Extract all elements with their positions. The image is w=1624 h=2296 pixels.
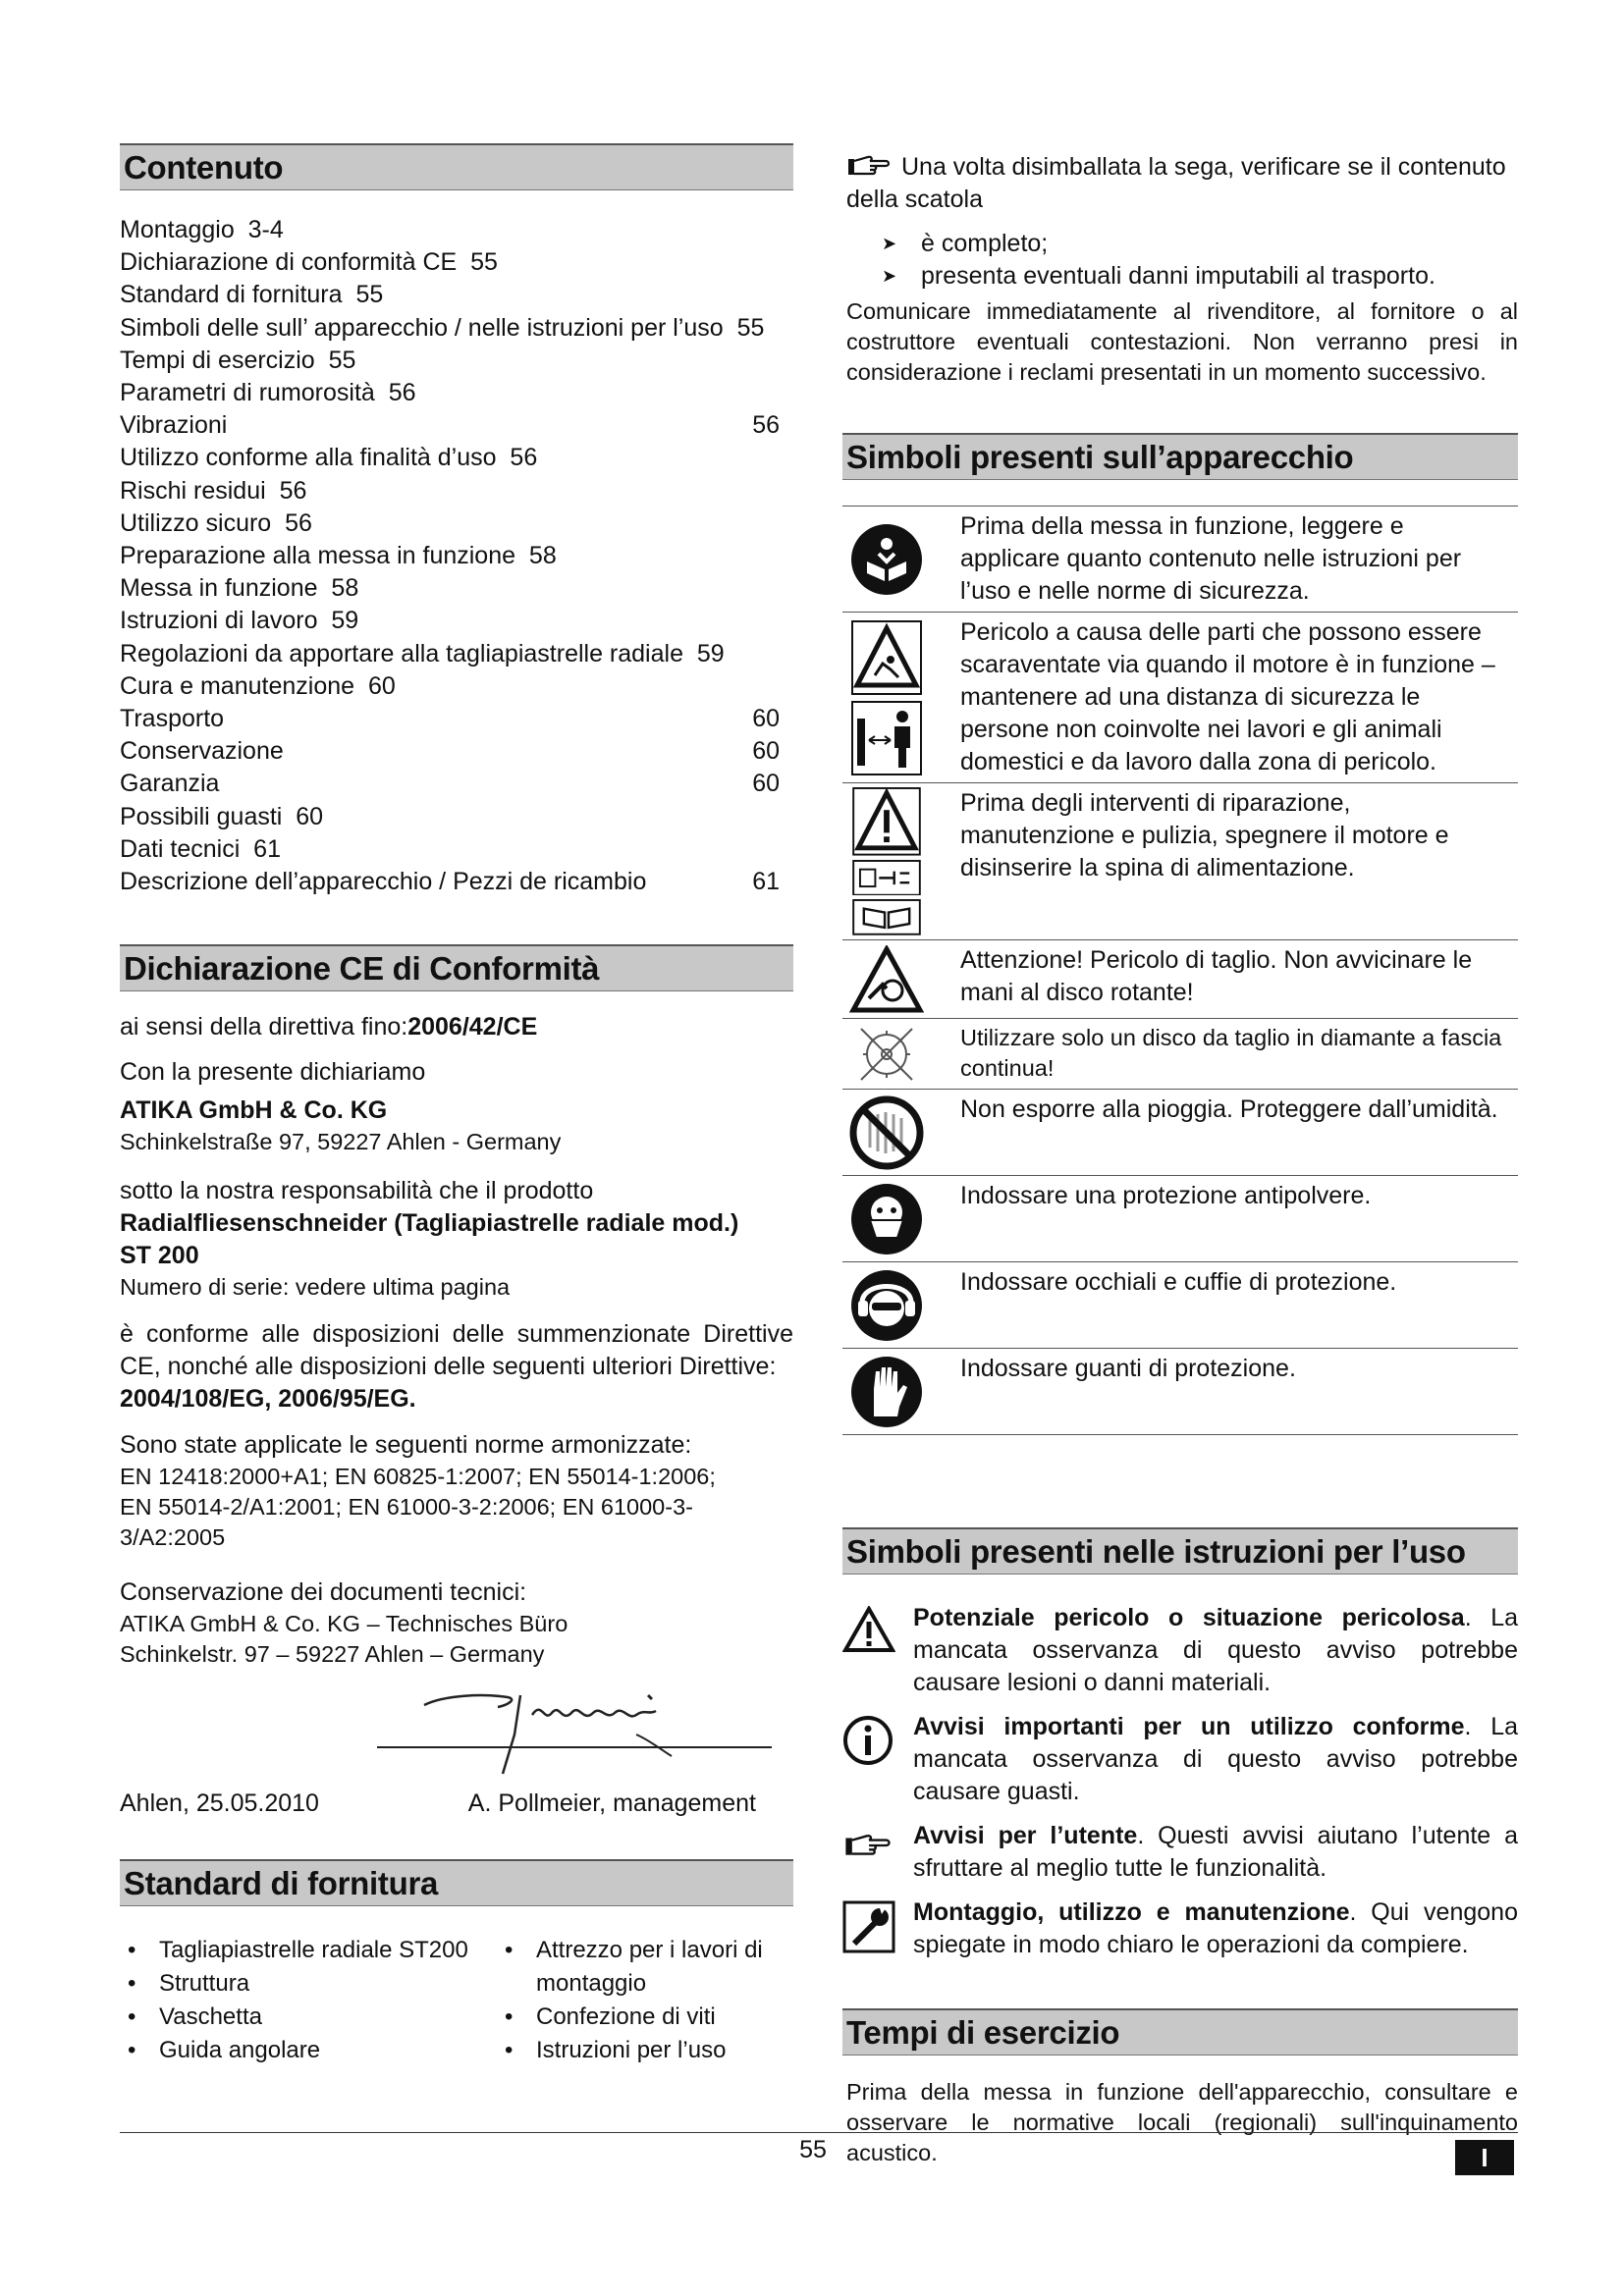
docs-line-1: ATIKA GmbH & Co. KG – Technisches Büro xyxy=(120,1611,568,1637)
toc-entry-page: 56 xyxy=(285,508,312,537)
norms-line-2: EN 55014-2/A1:2001; EN 61000-3-2:2006; EN 61000-3-3/A2:2005 xyxy=(120,1494,693,1551)
danger-warning-icon xyxy=(842,1606,895,1653)
toc-entry-page: 59 xyxy=(331,607,359,635)
arrow-bullet-icon: ➤ xyxy=(882,266,897,286)
manual-symbol-desc: . La mancata osservanza di questo avviso potrebbe causare lesioni o danni materiali. xyxy=(913,1604,1518,1696)
toc-entry-page: 55 xyxy=(355,281,384,309)
unpack-instruction: Una volta disimballata la sega, verificare se il contenuto della scatola xyxy=(846,153,1506,213)
toc-entry-page: 55 xyxy=(470,248,498,277)
flying-parts-warning-icon xyxy=(851,620,922,695)
toc-entry xyxy=(120,279,793,311)
signer-name: A. Pollmeier, management xyxy=(467,1789,756,1818)
symbol-row-read-manual xyxy=(842,507,1518,613)
declaration-intro: Con la presente dichiariamo xyxy=(120,1058,426,1087)
toc-entry-label: Montaggio xyxy=(120,216,235,243)
symbol-row-cut-hazard xyxy=(842,940,1518,1019)
unpack-check-text: presenta eventuali danni imputabili al trasporto. xyxy=(921,262,1435,290)
symbol-text: Indossare una protezione antipolvere. xyxy=(960,1182,1372,1209)
toc-entry-label: Descrizione dell’apparecchio / Pezzi de ricambio xyxy=(120,868,647,896)
pointing-hand-icon xyxy=(842,1832,893,1859)
toc-entry-page: 60 xyxy=(296,802,324,830)
manual-symbol-text xyxy=(913,1820,1518,1885)
supply-item: • Istruzioni per l’uso xyxy=(497,2034,782,2067)
directive-prefix: ai sensi della direttiva fino: xyxy=(120,1013,408,1041)
keep-distance-icon xyxy=(851,701,922,775)
norms-intro: Sono state applicate le seguenti norme armonizzate: xyxy=(120,1431,692,1460)
unpack-checklist xyxy=(842,228,1518,293)
cut-hazard-icon xyxy=(849,945,924,1014)
symbol-row-flying-parts xyxy=(842,613,1518,783)
unpack-check-item xyxy=(882,260,1518,293)
symbol-text: Prima della messa in funzione, leggere e applicare quanto contenuto nelle istruzioni per l’uso e nelle norme di sicurezza. xyxy=(960,512,1462,605)
device-symbols-table xyxy=(842,506,1518,1435)
read-manual-icon xyxy=(849,522,924,597)
toc-entry xyxy=(120,768,793,800)
docs-line-2: Schinkelstr. 97 – 59227 Ahlen – Germany xyxy=(120,1641,545,1668)
supply-list xyxy=(120,1934,793,2067)
no-rain-icon xyxy=(848,1095,925,1171)
toc-entry xyxy=(120,246,793,279)
toc-entry-page: 61 xyxy=(752,868,780,896)
general-warning-icon xyxy=(851,787,922,856)
operating-times-heading: Tempi di esercizio xyxy=(842,2008,1518,2056)
supply-list-left xyxy=(120,1934,497,2067)
toc-entry-label: Messa in funzione xyxy=(120,574,318,603)
toc-entry-label: Garanzia xyxy=(120,770,220,798)
manual-symbol-danger xyxy=(842,1602,1518,1699)
toc-entry xyxy=(120,866,793,898)
signature-line xyxy=(377,1746,772,1748)
supply-item: • Attrezzo per i lavori di montaggio xyxy=(497,1934,782,2001)
manual-symbol-info xyxy=(842,1711,1518,1808)
manual-symbol-bold: Avvisi per l’utente xyxy=(913,1822,1138,1849)
manual-symbol-bold: Montaggio, utilizzo e manutenzione xyxy=(913,1898,1350,1926)
symbol-row-eye-ear-protection xyxy=(842,1262,1518,1349)
directive-number: 2006/42/CE xyxy=(407,1013,538,1041)
supply-item: • Struttura xyxy=(120,1967,497,2001)
toc-entry-label: Cura e manutenzione xyxy=(120,671,355,700)
right-column xyxy=(842,143,1518,2168)
toc-entry xyxy=(120,214,793,246)
toc-entry xyxy=(120,377,793,409)
toc-entry-page: 60 xyxy=(752,737,780,766)
unpack-notice: Comunicare immediatamente al rivenditore, al fornitore o al costruttore eventuali contestazioni. Non verranno presi in considerazione i reclami presentati in un momento successivo. xyxy=(846,298,1518,385)
symbol-row-diamond-blade xyxy=(842,1019,1518,1090)
toc-entry-label: Vibrazioni xyxy=(120,411,228,440)
toc-entry-page: 61 xyxy=(253,834,281,863)
manual-symbol-text xyxy=(913,1896,1518,1961)
supply-item: • Guida angolare xyxy=(120,2034,497,2067)
supply-item: • Vaschetta xyxy=(120,2001,497,2034)
symbol-text: Indossare occhiali e cuffie di protezione. xyxy=(960,1268,1397,1296)
signature-drawing xyxy=(405,1676,758,1784)
toc-entry-label: Tempi di esercizio xyxy=(120,346,315,374)
toc-entry-page: 56 xyxy=(388,379,416,407)
table-of-contents xyxy=(120,214,793,898)
toc-entry xyxy=(120,540,793,572)
toc-entry-page: 58 xyxy=(528,542,557,570)
toc-entry-page: 60 xyxy=(367,671,396,700)
page-number: 55 xyxy=(799,2136,827,2163)
toc-entry-label: Simboli delle sull’ apparecchio / nelle istruzioni per l’uso xyxy=(120,313,724,342)
unplug-icon xyxy=(851,860,922,896)
supply-item: • Tagliapiastrelle radiale ST200 xyxy=(120,1934,497,1967)
wrench-icon xyxy=(842,1900,895,1953)
toc-entry xyxy=(120,475,793,507)
symbol-text: Pericolo a causa delle parti che possono essere scaraventate via quando il motore è in funzione – mantenere ad una distanza di sicurezza le persone non coinvolte nei lavori e gli animali domestici e da lavoro dalla zona di pericolo. xyxy=(960,618,1495,775)
toc-entry-page: 56 xyxy=(510,444,538,472)
toc-entry xyxy=(120,735,793,768)
company-address: Schinkelstraße 97, 59227 Ahlen - Germany xyxy=(120,1129,562,1155)
product-name: Radialfliesenschneider (Tagliapiastrelle radiale mod.) xyxy=(120,1209,739,1238)
toc-entry-label: Dati tecnici xyxy=(120,834,241,863)
toc-entry xyxy=(120,670,793,703)
toc-entry xyxy=(120,801,793,833)
toc-entry-page: 56 xyxy=(279,476,307,505)
norms-line-1: EN 12418:2000+A1; EN 60825-1:2007; EN 55014-1:2006; xyxy=(120,1464,716,1490)
toc-entry xyxy=(120,833,793,866)
symbol-text: Utilizzare solo un disco da taglio in diamante a fascia continua! xyxy=(960,1025,1502,1081)
protective-gloves-icon xyxy=(848,1354,925,1430)
pointing-hand-icon xyxy=(846,153,892,179)
symbol-text: Attenzione! Pericolo di taglio. Non avvicinare le mani al disco rotante! xyxy=(960,946,1473,1006)
toc-entry-label: Preparazione alla messa in funzione xyxy=(120,542,516,570)
toc-entry xyxy=(120,409,793,442)
unpack-check-text: è completo; xyxy=(921,230,1049,257)
info-icon xyxy=(842,1715,893,1766)
toc-entry-page: 55 xyxy=(328,346,356,374)
contents-heading: Contenuto xyxy=(120,143,793,190)
manual-symbol-user-tip xyxy=(842,1820,1518,1885)
symbol-row-dust-mask xyxy=(842,1176,1518,1262)
footer-divider xyxy=(120,2132,1518,2133)
conformity-text: è conforme alle disposizioni delle summenzionate Direttive CE, nonché alle disposizioni delle seguenti ulteriori Direttive: xyxy=(120,1320,793,1381)
toc-entry-page: 58 xyxy=(331,574,359,603)
symbol-text: Non esporre alla pioggia. Proteggere dall’umidità. xyxy=(960,1095,1498,1123)
symbol-row-no-rain xyxy=(842,1090,1518,1176)
symbol-text: Prima degli interventi di riparazione, manutenzione e pulizia, spegnere il motore e disinserire la spina di alimentazione. xyxy=(960,789,1449,881)
signature-caption xyxy=(120,1788,793,1820)
manual-book-icon xyxy=(851,899,922,935)
unpack-check-item xyxy=(882,228,1518,260)
company-name: ATIKA GmbH & Co. KG xyxy=(120,1096,388,1125)
symbol-row-gloves xyxy=(842,1349,1518,1435)
responsibility-text: sotto la nostra responsabilità che il prodotto xyxy=(120,1177,594,1205)
toc-entry-label: Trasporto xyxy=(120,705,225,733)
symbol-text: Indossare guanti di protezione. xyxy=(960,1355,1296,1382)
toc-entry-label: Conservazione xyxy=(120,737,284,766)
eye-ear-protection-icon xyxy=(848,1267,925,1344)
declaration-heading: Dichiarazione CE di Conformità xyxy=(120,944,793,991)
toc-entry-label: Dichiarazione di conformità CE xyxy=(120,248,458,277)
manual-symbol-text xyxy=(913,1711,1518,1808)
signature-area xyxy=(120,1670,793,1788)
directive-line xyxy=(120,1011,793,1043)
toc-entry-label: Utilizzo sicuro xyxy=(120,508,272,537)
directives-list: 2004/108/EG, 2006/95/EG. xyxy=(120,1385,416,1414)
symbol-row-unplug xyxy=(842,783,1518,940)
left-column xyxy=(120,143,793,2067)
toc-entry xyxy=(120,703,793,735)
toc-entry-label: Parametri di rumorosità xyxy=(120,379,375,407)
supply-heading: Standard di fornitura xyxy=(120,1859,793,1906)
manual-symbol-desc: . Qui vengono spiegate in modo chiaro le operazioni da compiere. xyxy=(913,1898,1518,1958)
toc-entry-page: 59 xyxy=(696,639,725,667)
toc-entry-page: 60 xyxy=(752,770,780,798)
toc-entry xyxy=(120,507,793,540)
unpack-text xyxy=(842,151,1518,216)
product-model: ST 200 xyxy=(120,1242,199,1270)
supply-item: • Confezione di viti xyxy=(497,2001,782,2034)
toc-entry-label: Utilizzo conforme alla finalità d’uso xyxy=(120,444,497,472)
manual-symbol-assembly xyxy=(842,1896,1518,1961)
declaration-date: Ahlen, 25.05.2010 xyxy=(120,1789,319,1818)
toc-entry-page: 55 xyxy=(736,313,765,342)
toc-entry-page: 56 xyxy=(752,411,780,440)
toc-entry-label: Istruzioni di lavoro xyxy=(120,607,318,635)
operating-times-text: Prima della messa in funzione dell'apparecchio, consultare e osservare le normative locali (regionali) sull'inquinamento acustico. xyxy=(846,2079,1518,2165)
manual-symbol-desc: . La mancata osservanza di questo avviso potrebbe causare guasti. xyxy=(913,1713,1519,1805)
arrow-bullet-icon: ➤ xyxy=(882,234,897,253)
device-symbols-heading: Simboli presenti sull’apparecchio xyxy=(842,433,1518,480)
manual-symbol-text xyxy=(913,1602,1518,1699)
toc-entry-label: Regolazioni da apportare alla tagliapiastrelle radiale xyxy=(120,639,683,667)
manual-symbol-desc: . Questi avvisi aiutano l’utente a sfruttare al meglio tutte le funzionalità. xyxy=(913,1822,1519,1882)
toc-entry-label: Rischi residui xyxy=(120,476,266,505)
manual-symbol-bold: Avvisi importanti per un utilizzo conforme xyxy=(913,1713,1465,1740)
language-tab: I xyxy=(1455,2140,1514,2175)
toc-entry xyxy=(120,572,793,605)
manual-symbols-heading: Simboli presenti nelle istruzioni per l’uso xyxy=(842,1527,1518,1575)
manual-symbol-bold: Potenziale pericolo o situazione pericolosa xyxy=(913,1604,1465,1631)
supply-list-right xyxy=(497,1934,782,2067)
toc-entry xyxy=(120,442,793,474)
toc-entry xyxy=(120,638,793,670)
serial-number-note: Numero di serie: vedere ultima pagina xyxy=(120,1274,511,1301)
toc-entry-page: 3-4 xyxy=(247,216,284,243)
toc-entry-page: 60 xyxy=(752,705,780,733)
toc-entry xyxy=(120,312,793,345)
dust-mask-icon xyxy=(848,1181,925,1257)
toc-entry-label: Standard di fornitura xyxy=(120,281,343,309)
toc-entry-label: Possibili guasti xyxy=(120,802,283,830)
diamond-blade-icon xyxy=(855,1025,918,1084)
docs-intro: Conservazione dei documenti tecnici: xyxy=(120,1578,527,1607)
toc-entry xyxy=(120,345,793,377)
toc-entry xyxy=(120,605,793,637)
